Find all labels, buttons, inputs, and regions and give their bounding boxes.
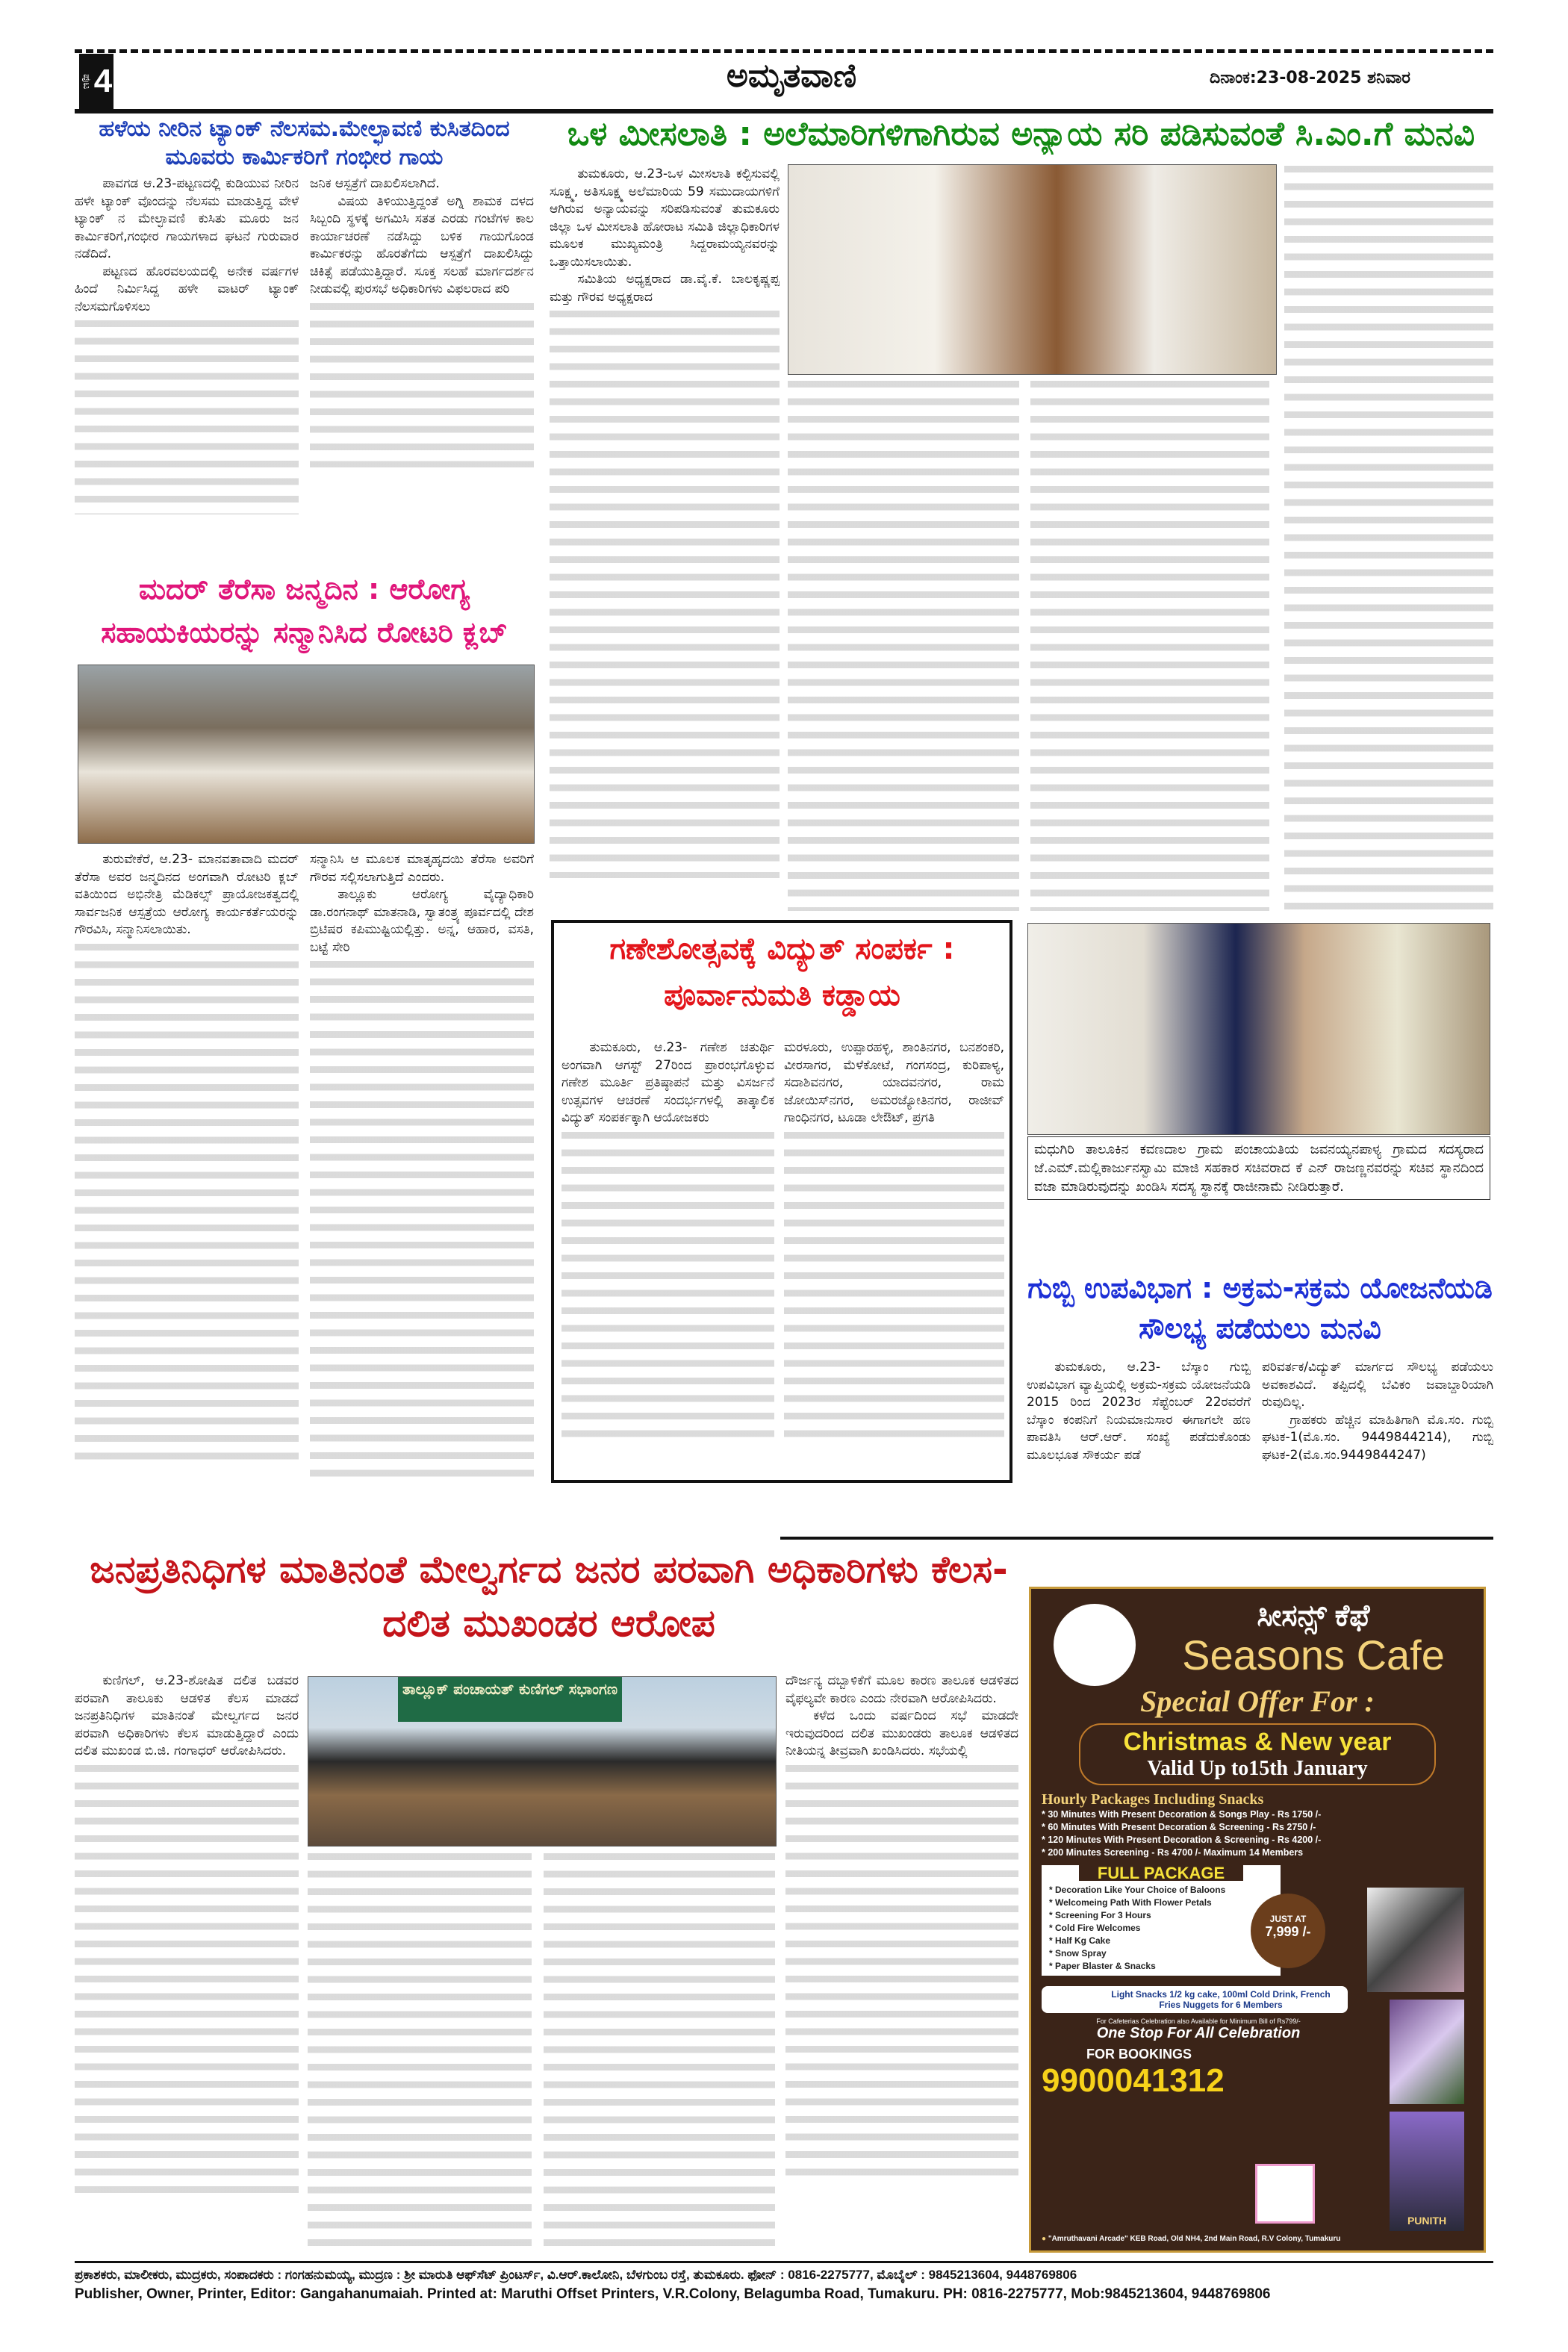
text-filler [75, 944, 299, 1466]
ad-package-item: * 30 Minutes With Present Decoration & Songs Play - Rs 1750 /- [1042, 1809, 1322, 1820]
text-filler [788, 381, 1019, 911]
imprint [75, 2265, 1493, 2304]
ganesh-col-2 [784, 1039, 1004, 1476]
seasons-cafe-ad [1029, 1587, 1486, 2253]
text-filler [310, 961, 534, 1484]
kunigal-col-1 [75, 1673, 299, 2255]
memorandum-photo [788, 164, 1277, 375]
tank-para: ಪಟ್ಟಣದ ಹೊರವಲಯದಲ್ಲಿ ಅನೇಕ ವರ್ಷಗಳ ಹಿಂದೆ ನಿರ್ಮಿಸಿದ್ದ ಹಳೇ ವಾಟರ್ ಟ್ಯಾಂಕ್ ನೆಲಸಮಗೊಳಿಸಲು [75, 264, 299, 314]
page-number-box [79, 54, 113, 109]
imprint-kannada: ಪ್ರಕಾಶಕರು, ಮಾಲೀಕರು, ಮುದ್ರಕರು, ಸಂಪಾದಕರು : ಗಂಗಹನುಮಯ್ಯ, ಮುದ್ರಣ : ಶ್ರೀ ಮಾರುತಿ ಆಫ್‌ಸೆಟ್ ಪ್ರಿಂಟರ್ಸ್, ವಿ.ಆರ್.ಕಾಲೋನಿ, ಬೆಳಗುಂಬ ರಸ್ತೆ, ತುಮಕೂರು. ಫೋನ್ : 0816-2275777, ಮೊಬೈಲ್ : 9845213604, 9448769806 [75, 2268, 1077, 2282]
tank-col-1 [75, 175, 299, 556]
page-number: 4 [93, 63, 113, 99]
gubbi-col-2 [1262, 1359, 1493, 1527]
text-filler [550, 311, 780, 878]
gubbi-headline: ಗುಬ್ಬಿ ಉಪವಿಭಾಗ : ಅಕ್ರಮ-ಸಕ್ರಮ ಯೋಜನೆಯಡಿ ಸೌಲಭ್ಯ ಪಡೆಯಲು ಮನವಿ [1027, 1272, 1493, 1345]
ad-cafeteria-note: For Cafeterias Celebration also Available for Minimum Bill of Rs799/- [1096, 2017, 1301, 2025]
ad-photo-label: PUNITH [1407, 2215, 1447, 2227]
ad-just-at: JUST AT [1269, 1914, 1307, 1924]
cafe-logo [1054, 1604, 1136, 1686]
ad-bookings-label: FOR BOOKINGS [1086, 2047, 1192, 2062]
masthead: ಅಮೃತವಾಣಿ [726, 57, 857, 95]
tank-headline: ಹಳೆಯ ನೀರಿನ ಟ್ಯಾಂಕ್ ನೆಲಸಮ.ಮೇಲ್ಛಾವಣಿ ಕುಸಿತದಿಂದ ಮೂವರು ಕಾರ್ಮಿಕರಿಗೆ ಗಂಭೀರ ಗಾಯ [99, 116, 510, 170]
gubbi-col-1 [1027, 1359, 1251, 1527]
reservation-para: ಸಮಿತಿಯ ಅಧ್ಯಕ್ಷರಾದ ಡಾ.ವೈ.ಕೆ. ಬಾಲಕೃಷ್ಣಪ್ಪ ಮತ್ತು ಗೌರವ ಅಧ್ಯಕ್ಷರಾದ [550, 272, 780, 305]
text-filler [310, 303, 534, 467]
ad-snacks: Light Snacks 1/2 kg cake, 100ml Cold Drink, French Fries Nuggets for 6 Members [1042, 1986, 1348, 2013]
ad-cafe-name: Seasons Cafe [1182, 1631, 1445, 1679]
kunigal-col-3 [785, 1673, 1018, 2255]
kunigal-headline: ಜನಪ್ರತಿನಿಧಿಗಳ ಮಾತಿನಂತೆ ಮೇಲ್ವರ್ಗದ ಜನರ ಪರವಾಗಿ ಅಧಿಕಾರಿಗಳು ಕೆಲಸ-ದಲಿತ ಮುಖಂಡರ ಆರೋಪ [90, 1548, 1008, 1645]
top-dashed-rule [75, 49, 1493, 53]
ad-packages-title: Hourly Packages Including Snacks [1042, 1791, 1264, 1808]
footer-rule [75, 2261, 1493, 2263]
kunigal-para: ಕಳೆದ ಒಂದು ವರ್ಷದಿಂದ ಸಭೆ ಮಾಡದೇ ಇರುವುದರಿಂದ ದಲಿತ ಮುಖಂಡರು ತಾಲೂಕ ಆಡಳಿತದ ನೀತಿಯನ್ನ ತೀವ್ರವಾಗಿ ಖಂಡಿಸಿದರು. ಸಭೆಯಲ್ಲಿ [785, 1708, 1018, 1758]
tank-para: ಪಾವಗಡ ಆ.23-ಪಟ್ಟಣದಲ್ಲಿ ಕುಡಿಯುವ ನೀರಿನ ಹಳೇ ಟ್ಯಾಂಕ್ ವೊಂದನ್ನು ನೆಲಸಮ ಮಾಡುತ್ತಿದ್ದ ವೇಳೆ ಟ್ಯಾಂಕ್ ನ ಮೇಲ್ಛಾವಣಿ ಕುಸಿತು ಮೂರು ಜನ ಕಾರ್ಮಿಕರಿಗೆ,ಗಂಭೀರ ಗಾಯಗಳಾದ ಘಟನೆ ಗುರುವಾರ ನಡೆದಿದೆ. [75, 176, 299, 261]
teresa-col-1 [75, 851, 299, 1527]
text-filler [785, 1765, 1018, 2183]
kunigal-para: ಕುಣಿಗಲ್, ಆ.23-ಶೋಷಿತ ದಲಿತ ಬಡವರ ಪರವಾಗಿ ತಾಲೂಕು ಆಡಳಿತ ಕೆಲಸ ಮಾಡದೆ ಜನಪ್ರತಿನಿಧಿಗಳ ಮಾತಿನಂತೆ ಮೇಲ್ವರ್ಗದ ಜನರ ಪರವಾಗಿ ಅಧಿಕಾರಿಗಳು ಕೆಲಸ ಮಾಡುತ್ತಿದ್ದಾರೆ ಎಂದು ದಲಿತ ಮುಖಂಡ ಬಿ.ಜಿ. ಗಂಗಾಧರ್ ಆರೋಪಿಸಿದರು. [75, 1673, 299, 1758]
meeting-photo [308, 1676, 777, 1847]
teresa-para: ಸನ್ಮಾನಿಸಿ ಆ ಮೂಲಕ ಮಾತೃಹೃದಯಿ ತೆರೆಸಾ ಅವರಿಗೆ ಗೌರವ ಸಲ್ಲಿಸಲಾಗುತ್ತಿದೆ ಎಂದರು. [310, 852, 534, 885]
ad-validity: Valid Up to15th January [1147, 1757, 1368, 1780]
ganesh-para: ಮರಳೂರು, ಉಪ್ಪಾರಹಳ್ಳಿ, ಶಾಂತಿನಗರ, ಬನಶಂಕರಿ, ವೀರಸಾಗರ, ಮೆಳೆಕೋಟೆ, ಗಂಗಸಂದ್ರ, ಕುರಿಪಾಳ್ಯ, ಸದಾಶಿವನಗರ, ಯಾದವನಗರ, ರಾಮ ಜೋಯಿಸ್‌ನಗರ, ಅಮರಜ್ಯೋತಿನಗರ, ರಾಜೀವ್ ಗಾಂಧಿನಗರ, ಟೂಡಾ ಲೇಔಟ್, ಪ್ರಗತಿ [784, 1040, 1004, 1125]
section-rule [780, 1537, 1493, 1540]
page-label: ಪುಟ [80, 73, 93, 90]
ganesh-headline: ಗಣೇಶೋತ್ಸವಕ್ಕೆ ವಿದ್ಯುತ್ ಸಂಪರ್ಕ : ಪೂರ್ವಾನುಮತಿ ಕಡ್ಡಾಯ [609, 932, 955, 1012]
ad-full-item: * Screening For 3 Hours [1049, 1910, 1151, 1920]
reservation-para: ತುಮಕೂರು, ಆ.23-ಒಳ ಮೀಸಲಾತಿ ಕಲ್ಪಿಸುವಲ್ಲಿ ಸೂಕ್ಷ್ಮ, ಅತಿಸೂಕ್ಷ್ಮ ಅಲೆಮಾರಿಯ 59 ಸಮುದಾಯಗಳಿಗೆ ಆಗಿರುವ ಅನ್ಯಾಯವನ್ನು ಸರಿಪಡಿಸುವಂತೆ ತುಮಕೂರು ಜಿಲ್ಲಾ ಒಳ ಮೀಸಲಾತಿ ಹೋರಾಟ ಸಮಿತಿ ಜಿಲ್ಲಾಧಿಕಾರಿಗಳ ಮೂಲಕ ಮುಖ್ಯಮಂತ್ರಿ ಸಿದ್ದರಾಮಯ್ಯನವರನ್ನು ಒತ್ತಾಯಿಸಲಾಯಿತು. [550, 167, 780, 270]
ad-offer: Special Offer For : [1140, 1684, 1375, 1718]
ad-balloon-photo [1390, 2000, 1464, 2104]
ad-phone: 9900041312 [1042, 2062, 1225, 2099]
ad-full-package: FULL PACKAGE [1079, 1865, 1243, 1881]
ad-price: 7,999 /- [1265, 1924, 1311, 1939]
text-filler [1284, 166, 1493, 912]
text-filler [75, 1765, 299, 2198]
gubbi-para: ಪರಿವರ್ತಕ/ವಿದ್ಯುತ್ ಮಾರ್ಗದ ಸೌಲಭ್ಯ ಪಡೆಯಲು ಅವಕಾಶವಿದೆ. ತಪ್ಪಿದಲ್ಲಿ ಬೆವಿಕಂ ಜವಾಬ್ದಾರಿಯಾಗಿ ರುವುದಿಲ್ಲ. [1262, 1360, 1493, 1410]
ad-arch-photo [1390, 2112, 1464, 2231]
teresa-headline: ಮದರ್ ತೆರೆಸಾ ಜನ್ಮದಿನ : ಆರೋಗ್ಯ ಸಹಾಯಕಿಯರನ್ನು ಸನ್ಮಾನಿಸಿದ ರೋಟರಿ ಕ್ಲಬ್ [101, 573, 508, 649]
ad-kannada-name: ಸೀಸನ್ಸ್ ಕೆಫೆ [1257, 1599, 1370, 1632]
gubbi-para: ಗ್ರಾಹಕರು ಹೆಚ್ಚಿನ ಮಾಹಿತಿಗಾಗಿ ಮೊ.ಸಂ. ಗುಬ್ಬಿ ಘಟಕ-1(ಮೊ.ಸಂ. 9449844214), ಗುಬ್ಬಿ ಘಟಕ-2(ಮೊ.ಸಂ.9449844247) [1262, 1412, 1493, 1463]
tank-col-2 [310, 175, 534, 556]
tank-para: ಜನಿಕ ಆಸ್ಪತ್ರೆಗೆ ದಾಖಲಿಸಲಾಗಿದೆ. [310, 176, 440, 191]
ad-tagline: One Stop For All Celebration [1096, 2025, 1301, 2041]
issue-date: ದಿನಾಂಕ:23-08-2025 ಶನಿವಾರ [1210, 69, 1410, 87]
teresa-para: ತಾಲ್ಲೂಕು ಆರೋಗ್ಯ ವೈದ್ಯಾಧಿಕಾರಿ ಡಾ.ರಂಗನಾಥ್ ಮಾತನಾಡಿ, ಸ್ವಾತಂತ್ರ್ಯ ಪೂರ್ವದಲ್ಲಿ ದೇಶ ಬ್ರಿಟಿಷರ ಕಪಿಮುಷ್ಟಿಯಲ್ಲಿತ್ತು. ಅನ್ನ, ಆಹಾರ, ವಸತಿ, ಬಟ್ಟೆ ಸೇರಿ [310, 887, 534, 955]
rotary-group-photo [78, 665, 535, 844]
text-filler [561, 1132, 774, 1446]
tank-para: ವಿಷಯ ತಿಳಿಯುತ್ತಿದ್ದಂತೆ ಅಗ್ನಿ ಶಾಮಕ ದಳದ ಸಿಬ್ಬಂದಿ ಸ್ಥಳಕ್ಕೆ ಅಗಮಿಸಿ ಸತತ ಎರಡು ಗಂಟೆಗಳ ಕಾಲ ಕಾರ್ಯಾಚರಣೆ ನಡೆಸಿದ್ದು ಬಳಿಕ ಗಾಯಗೊಂಡ ಕಾರ್ಮಿಕರನ್ನು ಹೊರತೆಗೆದು ಆಸ್ಪತ್ರೆಗೆ ದಾಖಲಿಸಿದ್ದು ಚಿಕಿತ್ಸೆ ಪಡೆಯುತ್ತಿದ್ದಾರೆ. ಸೂಕ್ತ ಸಲಹೆ ಮಾರ್ಗದರ್ಶನ ನೀಡುವಲ್ಲಿ ಪುರಸಭೆ ಅಧಿಕಾರಿಗಳು ವಿಫಲರಾದ ಪರಿ [310, 193, 534, 296]
teresa-col-2 [310, 851, 534, 1527]
text-filler [1030, 381, 1269, 911]
ad-package-item: * 200 Minutes Screening - Rs 4700 /- Maximum 14 Members [1042, 1847, 1304, 1858]
text-filler [75, 320, 299, 514]
gubbi-para: ತುಮಕೂರು, ಆ.23- ಬೆಸ್ಕಾಂ ಗುಬ್ಬಿ ಉಪವಿಭಾಗ ವ್ಯಾಪ್ತಿಯಲ್ಲಿ ಅಕ್ರಮ-ಸಕ್ರಮ ಯೋಜನೆಯಡಿ 2015 ರಿಂದ 2023ರ ಸೆಪ್ಟೆಂಬರ್ 22ರವರೆಗೆ ಬೆಸ್ಕಾಂ ಕಂಪನಿಗೆ ನಿಯಮಾನುಸಾರ ಈಗಾಗಲೇ ಹಣ ಪಾವತಿಸಿ ಆರ್.ಆರ್. ಸಂಖ್ಯೆ ಪಡೆದುಕೊಂಡು ಮೂಲಭೂತ ಸೌಕರ್ಯ ಪಡೆ [1027, 1360, 1251, 1463]
ad-full-item: * Half Kg Cake [1049, 1935, 1111, 1946]
reservation-col-1 [550, 166, 780, 912]
text-filler [544, 1853, 775, 2253]
reservation-headline: ಒಳ ಮೀಸಲಾತಿ : ಅಲೆಮಾರಿಗಳಿಗಾಗಿರುವ ಅನ್ಯಾಯ ಸರಿ ಪಡಿಸುವಂತೆ ಸಿ.ಎಂ.ಗೆ ಮನವಿ [567, 115, 1475, 153]
ad-full-item: * Decoration Like Your Choice of Baloons [1049, 1885, 1226, 1895]
ad-full-item: * Paper Blaster & Snacks [1049, 1961, 1156, 1971]
ganesh-col-1 [561, 1039, 774, 1476]
ad-address [1042, 2235, 1340, 2243]
imprint-english: Publisher, Owner, Printer, Editor: Gangahanumaiah. Printed at: Maruthi Offset Printers, V.R.Colony, Belagumba Road, Tumakuru. PH: 0816-2275777, Mob:9845213604, 9448769806 [75, 2286, 1271, 2302]
kunigal-para: ದೌರ್ಜನ್ಯ ದಬ್ಬಾಳಿಕೆಗೆ ಮೂಲ ಕಾರಣ ತಾಲೂಕ ಆಡಳಿತದ ವೈಫಲ್ಯವೇ ಕಾರಣ ಎಂದು ನೇರವಾಗಿ ಆರೋಪಿಸಿದರು. [785, 1673, 1018, 1706]
ad-full-item: * Welcomeing Path With Flower Petals [1049, 1897, 1212, 1908]
location-pin-icon: ● [1042, 2235, 1048, 2243]
ad-address-text: "Amruthavani Arcade" KEB Road, Old NH4, 2nd Main Road, R.V Colony, Tumakuru [1048, 2235, 1341, 2243]
ad-package-item: * 60 Minutes With Present Decoration & Screening - Rs 2750 /- [1042, 1822, 1316, 1832]
ad-full-item: * Snow Spray [1049, 1948, 1107, 1959]
ad-package-item: * 120 Minutes With Present Decoration & Screening - Rs 4200 /- [1042, 1835, 1322, 1845]
teresa-para: ತುರುವೇಕೆರೆ, ಆ.23- ಮಾನವತಾವಾದಿ ಮದರ್ ತೆರೆಸಾ ಅವರ ಜನ್ಮದಿನದ ಅಂಗವಾಗಿ ರೋಟರಿ ಕ್ಲಬ್ ವತಿಯಿಂದ ಅಭಿನೇತ್ರಿ ಮೆಡಿಕಲ್ಸ್ ಪ್ರಾಯೋಜಕತ್ವದಲ್ಲಿ ಸಾರ್ವಜನಿಕ ಆಸ್ಪತ್ರೆಯ ಆರೋಗ್ಯ ಕಾರ್ಯಕರ್ತೆಯರನ್ನು ಗೌರವಿಸಿ, ಸನ್ಮಾನಿಸಲಾಯಿತು. [75, 852, 299, 937]
photo-banner: ತಾಲ್ಲೂಕ್ ಪಂಚಾಯತ್ ಕುಣಿಗಲ್ ಸಭಾಂಗಣ [398, 1677, 622, 1722]
text-filler [784, 1132, 1004, 1446]
ad-photo [1367, 1888, 1464, 1992]
ad-occasion: Christmas & New year [1123, 1728, 1392, 1756]
resignation-caption: ಮಧುಗಿರಿ ತಾಲೂಕಿನ ಕವಣದಾಲ ಗ್ರಾಮ ಪಂಚಾಯತಿಯ ಜವನಯ್ಯನಪಾಳ್ಯ ಗ್ರಾಮದ ಸದಸ್ಯರಾದ ಜೆ.ಎಮ್.ಮಲ್ಲಿಕಾರ್ಜುನಸ್ವಾಮಿ ಮಾಜಿ ಸಹಕಾರ ಸಚಿವರಾದ ಕೆ ಎನ್ ರಾಜಣ್ಣನವರನ್ನು ಸಚಿವ ಸ್ಥಾನದಿಂದ ವಜಾ ಮಾಡಿರುವುದನ್ನು ಖಂಡಿಸಿ ಸದಸ್ಯ ಸ್ಥಾನಕ್ಕೆ ರಾಜೀನಾಮೆ ನೀಡಿರುತ್ತಾರೆ. [1027, 1136, 1490, 1200]
text-filler [308, 1853, 532, 2253]
ad-price-badge [1251, 1894, 1325, 1968]
ad-full-item: * Cold Fire Welcomes [1049, 1923, 1141, 1933]
resignation-photo [1027, 923, 1490, 1135]
ganesh-para: ತುಮಕೂರು, ಆ.23- ಗಣೇಶ ಚತುರ್ಥಿ ಅಂಗವಾಗಿ ಆಗಸ್ಟ್ 27ರಿಂದ ಪ್ರಾರಂಭಗೊಳ್ಳುವ ಗಣೇಶ ಮೂರ್ತಿ ಪ್ರತಿಷ್ಠಾಪನೆ ಮತ್ತು ವಿಸರ್ಜನೆ ಉತ್ಸವಗಳ ಆಚರಣೆ ಸಂದರ್ಭಗಳಲ್ಲಿ ತಾತ್ಕಾಲಿಕ ವಿದ್ಯುತ್ ಸಂಪರ್ಕಕ್ಕಾಗಿ ಆಯೋಜಕರು [561, 1040, 774, 1125]
qr-code-icon [1255, 2164, 1315, 2224]
